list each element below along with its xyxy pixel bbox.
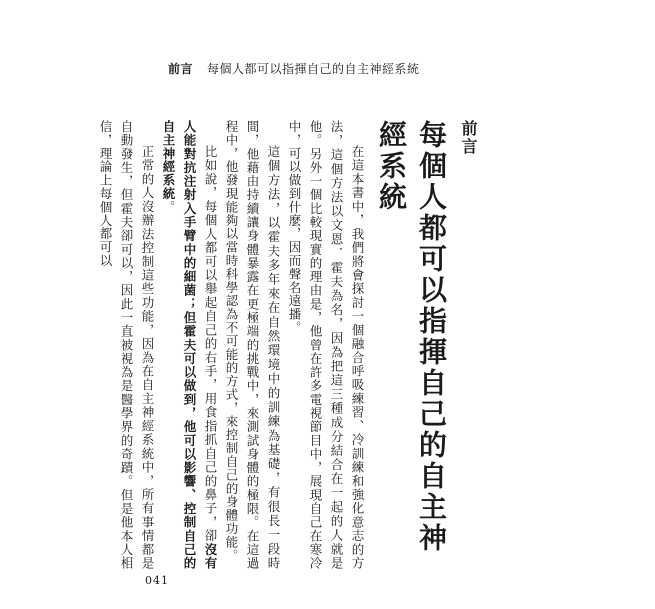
body-paragraph-2: 這個方法，以霍夫多年來在自然環境中的訓練為基礎，有很長一段時間，他藉由持續讓身體暴露在更極端的挑戰中，來測試身體的極限。在這過程中，他發現能夠以當時科學認為不可能的方式，來控制自己的身體功能。 (224, 120, 281, 570)
chapter-kicker: 前言 (459, 120, 478, 156)
body-paragraph-4: 正常的人沒辦法控制這些功能，因為在自主神經系統中，所有事情都是自動發生，但霍夫卻可以，因此一直被視為是醫學界的奇蹟。但是他本人相信，理論上每個人都可以 (98, 120, 155, 570)
running-header-label: 前言 (168, 62, 194, 76)
running-header-title: 每個人都可以指揮自己的自主神經系統 (207, 62, 420, 76)
page-number: 041 (145, 574, 169, 587)
body-paragraph-3 (158, 120, 221, 570)
body-paragraph-1: 在這本書中，我們將會探討一個融合呼吸練習、冷訓練和強化意志的方法，這個方法以文恩．霍夫為名，因為把這三種成分結合在一起的人就是他。另外一個比較現實的理由是，他曾在許多電視節目中，展現自己在寒冷中，可以做到什麼，因而聲名遠播。 (287, 120, 365, 570)
chapter-title: 每個人都可以指揮自己的自主神經系統 (375, 120, 448, 554)
body-paragraph-3-start: 比如說，每個人都可以舉起自己的右手，用食指抓自己的鼻子，卻 (203, 145, 218, 543)
chapter-title-block (375, 120, 480, 580)
body-paragraph-3-end: 。 (161, 200, 176, 214)
body-text (98, 120, 368, 570)
running-header (168, 60, 420, 77)
body-paragraph-3-emphasis: 沒有人能對抗注射入手臂中的細菌；但霍夫可以做到，他可以影響、控制自己的自主神經系統 (161, 120, 218, 570)
